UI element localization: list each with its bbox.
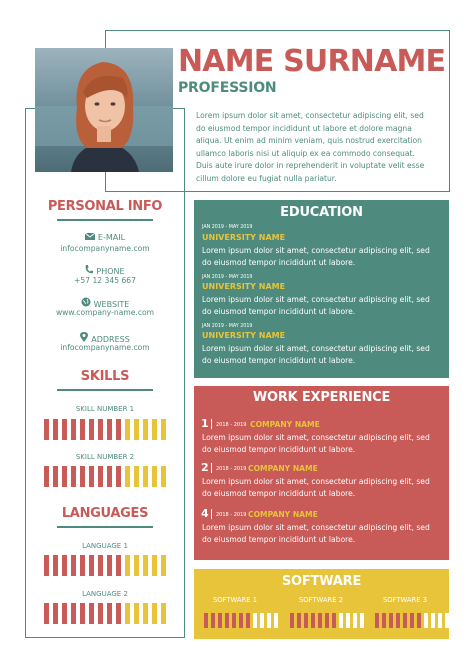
- work-3-company: COMPANY NAME: [248, 510, 318, 519]
- work-3-desc: Lorem ipsum dolor sit amet, consectetur adipiscing elit, sed do eiusmod tempor incididunt ut labore.: [202, 523, 430, 545]
- education-2-date: JAN 2019 - MAY 2019: [202, 275, 253, 280]
- languages-title: LANGUAGES: [61, 506, 149, 521]
- work-1-company: COMPANY NAME: [250, 420, 320, 429]
- full-name: NAME SURNAME: [178, 44, 446, 79]
- language-1-bar: [44, 555, 166, 576]
- education-1-school: UNIVERSITY NAME: [202, 233, 286, 242]
- email-value: infocompanyname.com: [60, 244, 150, 253]
- work-2-company: COMPANY NAME: [248, 464, 318, 473]
- language-1-name: LANGUAGE 1: [82, 542, 128, 550]
- email-label: E-MAIL: [97, 233, 126, 242]
- work-1-number: 1: [201, 417, 209, 430]
- work-2-separator: [211, 463, 212, 473]
- envelope-icon: [85, 233, 95, 242]
- education-3-desc: Lorem ipsum dolor sit amet, consectetur adipiscing elit, sed do eiusmod tempor incididunt ut labore.: [202, 344, 430, 366]
- software-panel: [194, 569, 449, 639]
- website-label: WEBSITE: [93, 300, 130, 309]
- work-1-desc: Lorem ipsum dolor sit amet, consectetur adipiscing elit, sed do eiusmod tempor incididunt ut labore.: [202, 433, 430, 455]
- skill-1-bar: [44, 419, 166, 440]
- skill-2-bar: [44, 466, 166, 487]
- education-2-desc: Lorem ipsum dolor sit amet, consectetur adipiscing elit, sed do eiusmod tempor incididunt ut labore.: [202, 295, 430, 317]
- software-1-bar: [204, 613, 278, 628]
- skills-title: SKILLS: [80, 369, 130, 384]
- work-2-number: 2: [201, 461, 209, 474]
- skill-2-name: SKILL NUMBER 2: [75, 453, 135, 461]
- work-experience-title: WORK EXPERIENCE: [252, 390, 391, 405]
- education-2-school: UNIVERSITY NAME: [202, 282, 286, 291]
- personal-info-underline: [57, 219, 153, 221]
- languages-underline: [57, 526, 153, 528]
- address-value: infocompanyname.com: [60, 343, 150, 352]
- phone-label-row: [25, 265, 185, 276]
- address-label: ADDRESS: [91, 335, 130, 344]
- education-3-date: JAN 2019 - MAY 2019: [202, 324, 253, 329]
- work-3-years: 2018 - 2019: [216, 512, 247, 518]
- work-experience-panel: [194, 386, 449, 560]
- profession-title: PROFESSION: [178, 80, 277, 96]
- software-2-name: SOFTWARE 2: [298, 596, 344, 604]
- education-1-desc: Lorem ipsum dolor sit amet, consectetur adipiscing elit, sed do eiusmod tempor incididunt ut labore.: [202, 246, 430, 268]
- software-3-name: SOFTWARE 3: [382, 596, 428, 604]
- phone-value: +57 12 345 667: [74, 276, 136, 285]
- education-3-school: UNIVERSITY NAME: [202, 331, 286, 340]
- profile-photo: [35, 48, 173, 172]
- phone-icon: [85, 265, 93, 276]
- work-1-years: 2018 - 2019: [216, 422, 247, 428]
- software-title: SOFTWARE: [281, 574, 362, 589]
- work-3-number: 4: [201, 507, 209, 520]
- software-3-bar: [375, 613, 449, 628]
- skills-underline: [57, 389, 153, 391]
- software-1-name: SOFTWARE 1: [212, 596, 258, 604]
- education-panel: [194, 200, 449, 378]
- email-label-row: [25, 233, 185, 242]
- personal-info-title: PERSONAL INFO: [47, 199, 163, 214]
- education-1-date: JAN 2019 - MAY 2019: [202, 225, 253, 230]
- work-2-years: 2018 - 2019: [216, 466, 247, 472]
- website-value: www.company-name.com: [55, 308, 155, 317]
- profile-summary: Lorem ipsum dolor sit amet, consectetur adipiscing elit, sed do eiusmod tempor incididunt ut labore et dolore magna aliqua. Ut enim ad minim veniam, quis nostrud exercitation ullamco laboris nisi ut aliquip ex ea commodo consequat. Duis aute irure dolor in reprehenderit in voluptate velit esse cillum dolore eu fugiat nulla pariatur.: [196, 111, 425, 183]
- work-3-separator: [211, 509, 212, 519]
- software-2-bar: [290, 613, 364, 628]
- language-2-bar: [44, 603, 166, 624]
- language-2-name: LANGUAGE 2: [82, 590, 128, 598]
- work-1-separator: [211, 419, 212, 429]
- work-2-desc: Lorem ipsum dolor sit amet, consectetur adipiscing elit, sed do eiusmod tempor incididunt ut labore.: [202, 477, 430, 499]
- skill-1-name: SKILL NUMBER 1: [75, 405, 135, 413]
- phone-label: PHONE: [96, 267, 125, 276]
- portrait-image: [35, 48, 173, 172]
- education-title: EDUCATION: [280, 205, 363, 220]
